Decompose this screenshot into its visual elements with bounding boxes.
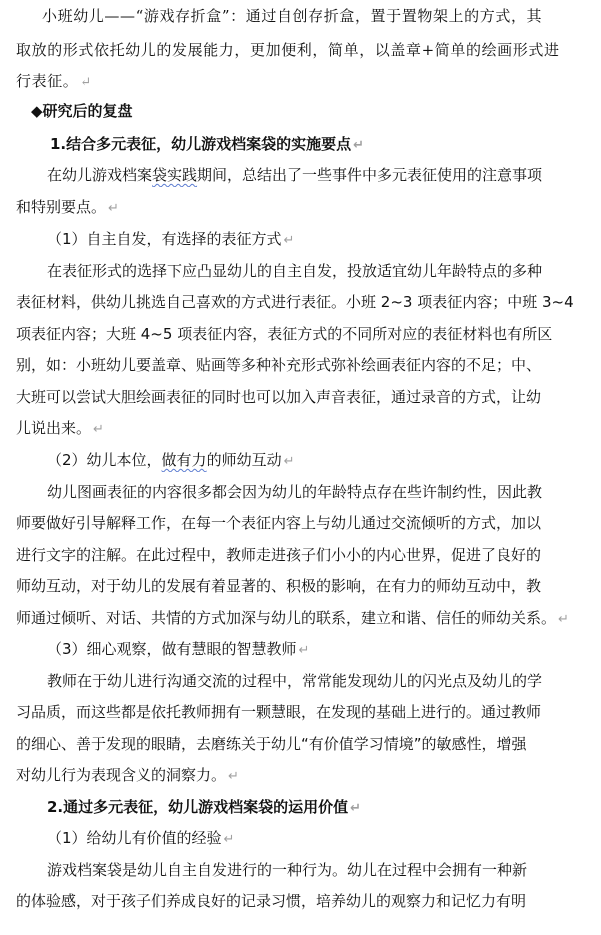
paragraph-4-line-2: 习品质，而这些都是依托教师拥有一颗慧眼，在发现的基础上进行的。通过教师 bbox=[16, 703, 542, 721]
paragraph-mark-icon: ↵ bbox=[353, 138, 365, 153]
paragraph-mark-icon: ↵ bbox=[283, 233, 295, 248]
paragraph-mark-icon: ↵ bbox=[558, 612, 569, 627]
paragraph-2-line-2: 表征材料，供幼儿挑选自己喜欢的方式进行表征。小班 2~3 项表征内容；中班 3~4 bbox=[16, 293, 574, 311]
paragraph-mark-icon: ↵ bbox=[283, 454, 295, 469]
paragraph-mark-icon: ↵ bbox=[298, 643, 310, 658]
paragraph-2-line-5: 大班可以尝试大胆绘画表征的同时也可以加入声音表征，通过录音的方式，让幼 bbox=[16, 388, 542, 406]
paragraph-intro-line-3: 行表征。 ↵ bbox=[16, 72, 92, 90]
subheading-child-centered: （2）幼儿本位，做有力的师幼互动 ↵ bbox=[47, 451, 295, 469]
heading-research-review: ◆研究后的复盘 bbox=[31, 102, 133, 120]
paragraph-4-line-4: 对幼儿行为表现含义的洞察力。 ↵ bbox=[16, 766, 239, 784]
paragraph-mark-icon: ↵ bbox=[228, 769, 239, 784]
paragraph-1-line-1: 在幼儿游戏档案袋实践期间，总结出了一些事件中多元表征使用的注意事项 bbox=[47, 166, 543, 184]
paragraph-2-line-6: 儿说出来。 ↵ bbox=[16, 419, 104, 437]
heading-application-value: 2.通过多元表征，幼儿游戏档案袋的运用价值 ↵ bbox=[47, 798, 362, 816]
paragraph-2-line-4: 别，如：小班幼儿要盖章、贴画等多种补充形式弥补绘画表征内容的不足；中、 bbox=[16, 356, 542, 374]
spellcheck-underlined-text: 袋实践 bbox=[152, 166, 198, 184]
spellcheck-underlined-text: 做有力 bbox=[161, 451, 207, 469]
paragraph-4-line-1: 教师在于幼儿进行沟通交流的过程中，常常能发现幼儿的闪光点及幼儿的学 bbox=[47, 672, 543, 690]
paragraph-4-line-3: 的细心、善于发现的眼睛，去磨练关于幼儿“有价值学习情境”的敏感性，增强 bbox=[16, 735, 527, 753]
paragraph-3-line-2: 师要做好引导解释工作，在每一个表征内容上与幼儿通过交流倾听的方式，加以 bbox=[16, 514, 542, 532]
paragraph-3-line-3: 进行文字的注解。在此过程中，教师走进孩子们小小的内心世界，促进了良好的 bbox=[16, 546, 542, 564]
paragraph-mark-icon: ↵ bbox=[93, 422, 104, 437]
paragraph-intro-line-2: 取放的形式依托幼儿的发展能力，更加便利，简单，以盖章+简单的绘画形式进 bbox=[16, 41, 560, 59]
paragraph-mark-icon: ↵ bbox=[80, 75, 92, 90]
paragraph-mark-icon: ↵ bbox=[350, 801, 362, 816]
paragraph-mark-icon: ↵ bbox=[223, 832, 235, 847]
subheading-valuable-experience: （1）给幼儿有价值的经验 ↵ bbox=[47, 829, 235, 847]
paragraph-5-line-2: 的体验感，对于孩子们养成良好的记录习惯，培养幼儿的观察力和记忆力有明 bbox=[16, 892, 527, 910]
paragraph-3-line-5: 师通过倾听、对话、共情的方式加深与幼儿的联系，建立和谐、信任的师幼关系。 ↵ bbox=[16, 609, 569, 627]
paragraph-5-line-1: 游戏档案袋是幼儿自主自发进行的一种行为。幼儿在过程中会拥有一种新 bbox=[47, 861, 528, 879]
paragraph-2-line-1: 在表征形式的选择下应凸显幼儿的自主自发，投放适宜幼儿年龄特点的多种 bbox=[47, 262, 543, 280]
paragraph-3-line-4: 师幼互动，对于幼儿的发展有着显著的、积极的影响，在有力的师幼互动中，教 bbox=[16, 577, 542, 595]
paragraph-intro-line-1: 小班幼儿——“游戏存折盒”：通过自创存折盒，置于置物架上的方式，其 bbox=[42, 7, 543, 25]
paragraph-mark-icon: ↵ bbox=[108, 201, 119, 216]
paragraph-2-line-3: 项表征内容；大班 4~5 项表征内容，表征方式的不同所对应的表征材料也有所区 bbox=[16, 325, 553, 343]
paragraph-3-line-1: 幼儿图画表征的内容很多都会因为幼儿的年龄特点存在些许制约性，因此教 bbox=[47, 483, 543, 501]
heading-implementation-points: 1.结合多元表征，幼儿游戏档案袋的实施要点 ↵ bbox=[50, 135, 365, 153]
subheading-autonomous-representation: （1）自主自发，有选择的表征方式 ↵ bbox=[47, 230, 295, 248]
paragraph-1-line-2: 和特别要点。 ↵ bbox=[16, 198, 119, 216]
subheading-careful-observation: （3）细心观察，做有慧眼的智慧教师 ↵ bbox=[47, 640, 310, 658]
